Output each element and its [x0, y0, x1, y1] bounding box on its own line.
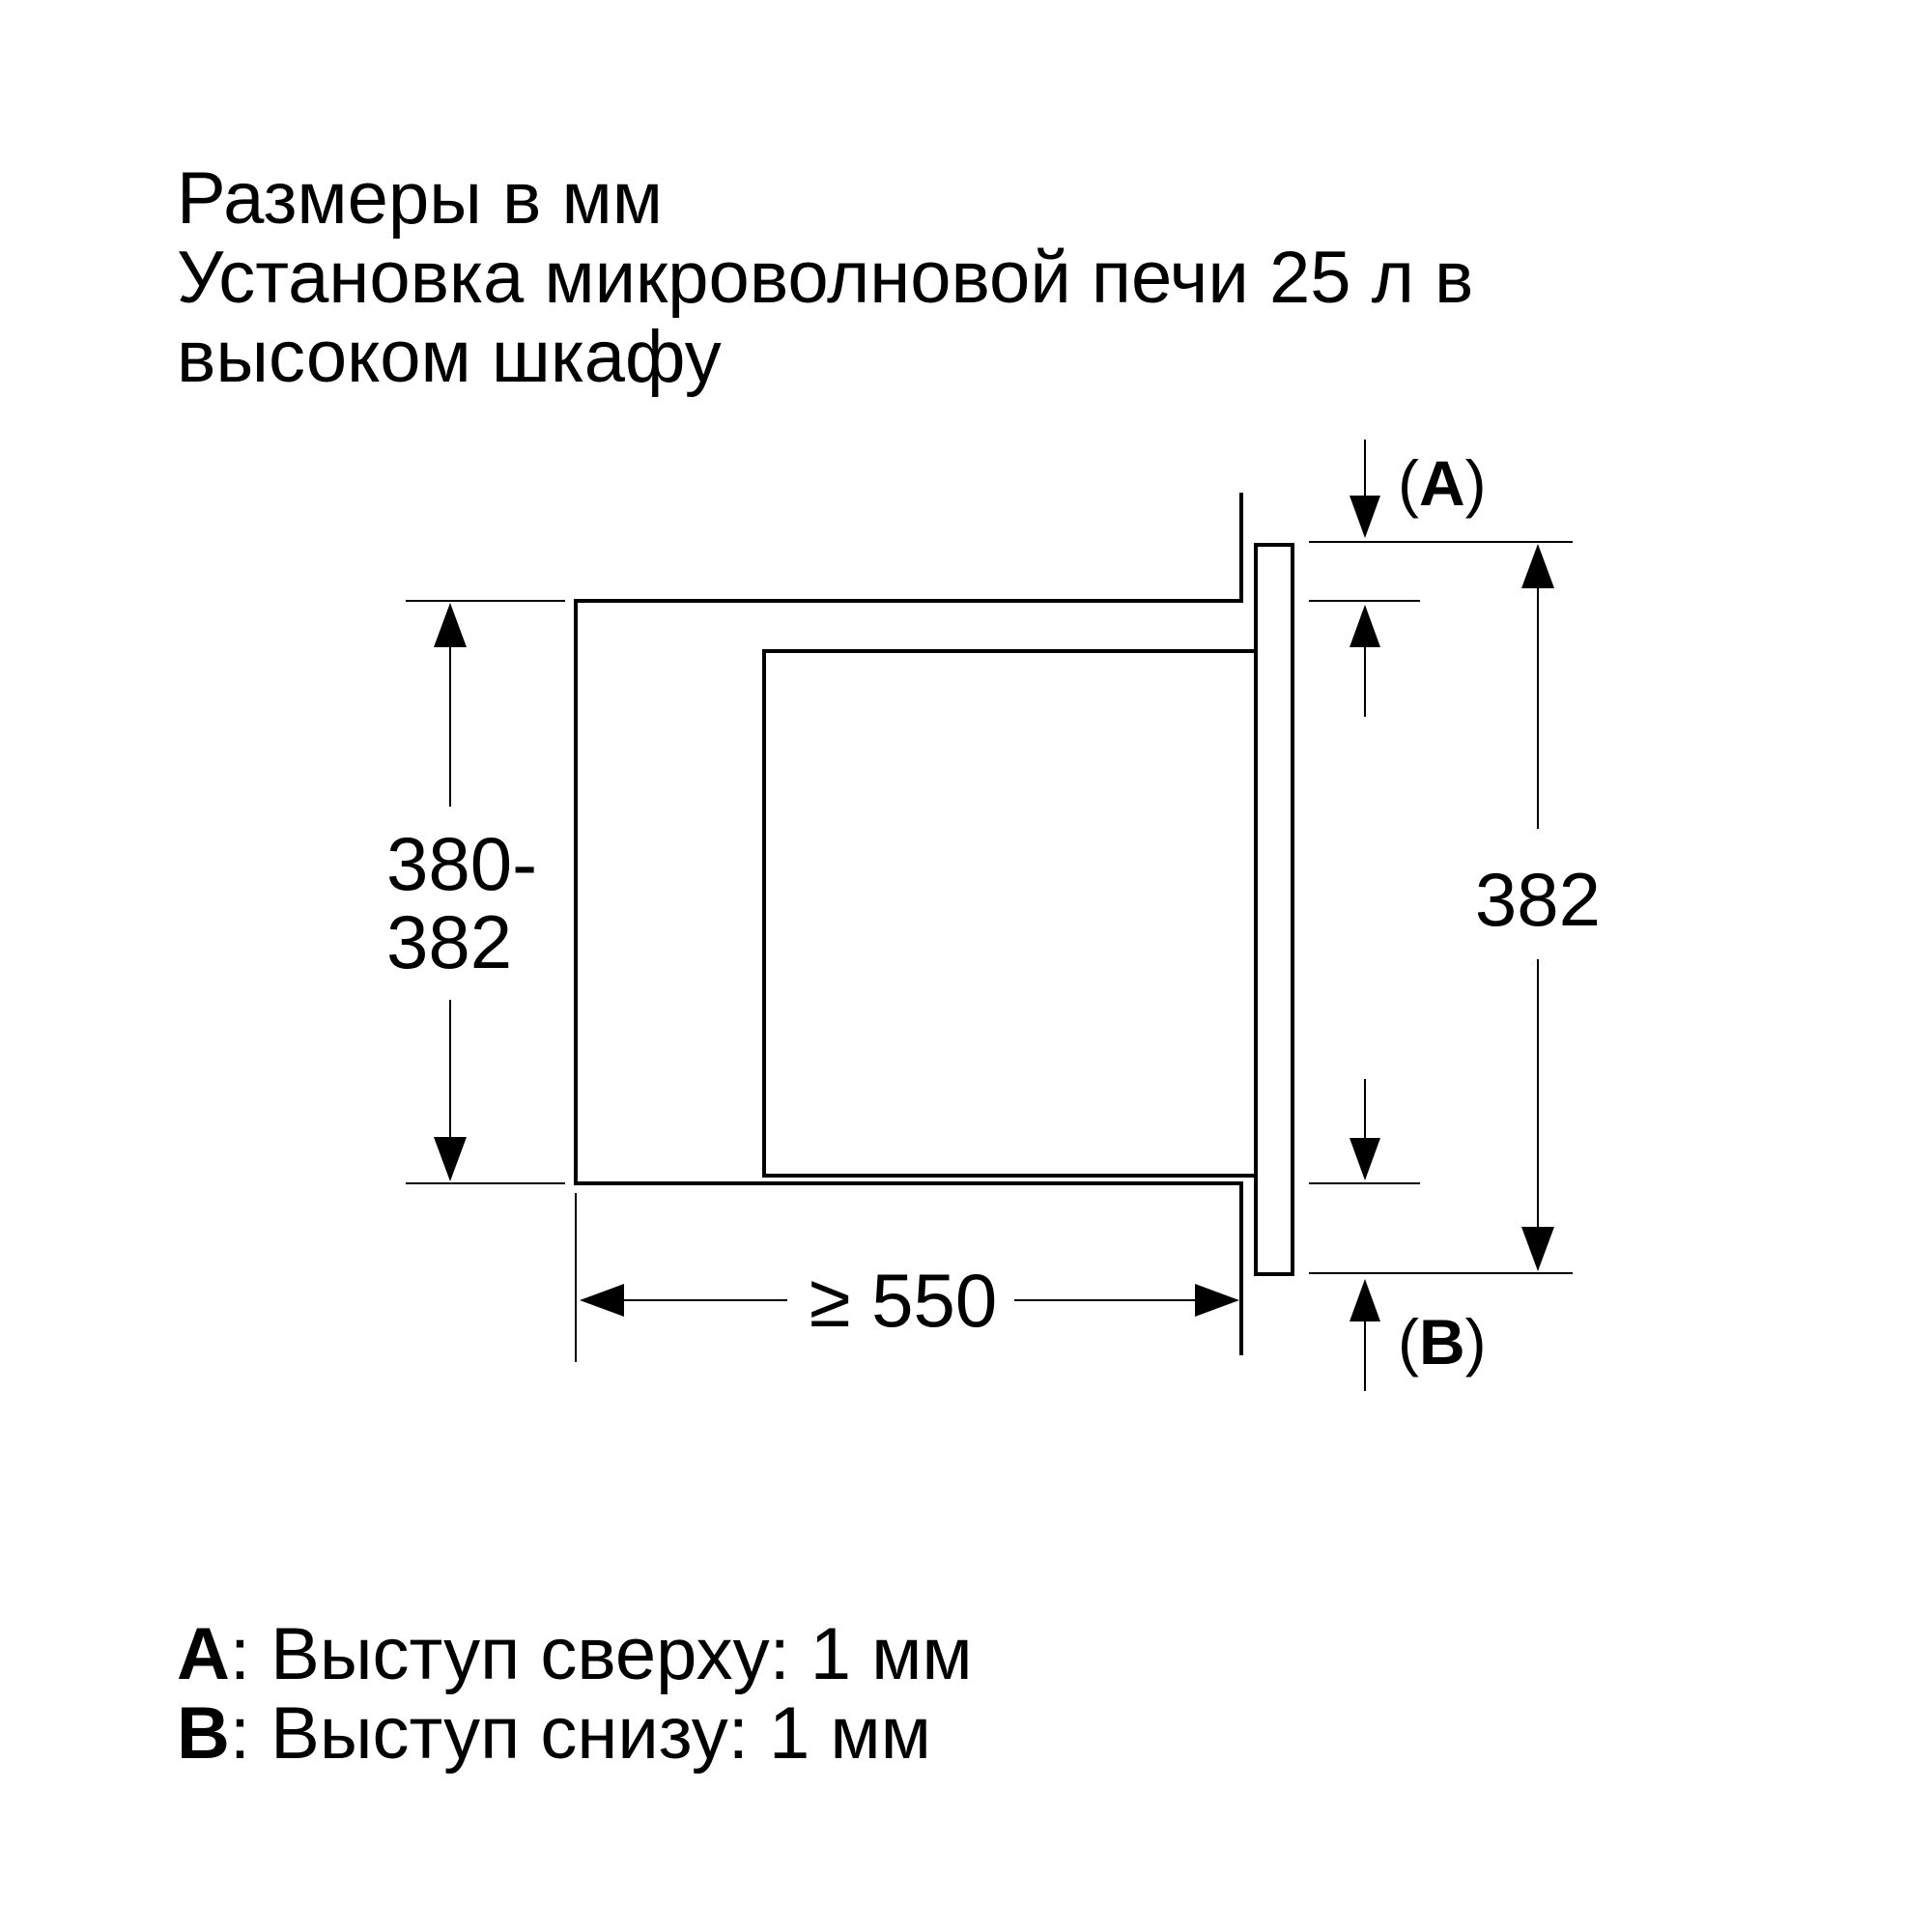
legend	[177, 1615, 973, 1774]
depth-label: ≥ 550	[809, 1258, 998, 1343]
legend-item-a	[177, 1615, 973, 1694]
marker-a-label: (A)	[1398, 447, 1487, 519]
cabinet-outline	[576, 493, 1241, 1355]
arrow-head-up	[434, 603, 467, 647]
legend-text: : Выступ сверху: 1 мм	[229, 1613, 973, 1695]
legend-key: B	[177, 1692, 230, 1775]
legend-text: : Выступ снизу: 1 мм	[229, 1692, 931, 1775]
title-line-1: Установка микроволновой печи 25 л в	[177, 237, 1474, 319]
niche-height-label-line-1: 380-	[386, 821, 538, 906]
microwave-front-panel	[1256, 545, 1293, 1274]
arrow-head-up	[1350, 605, 1380, 647]
arrow-head-down	[1350, 1138, 1380, 1180]
units-note: Размеры в мм	[177, 157, 663, 240]
front-height-label: 382	[1474, 857, 1602, 942]
niche-height-label-line-2: 382	[386, 899, 513, 984]
arrow-head-up	[1521, 544, 1554, 588]
title-line-2: высоком шкафу	[177, 316, 722, 398]
arrow-head-left	[580, 1284, 624, 1317]
legend-item-b	[177, 1694, 973, 1774]
microwave-body	[764, 651, 1256, 1176]
arrow-head-down	[1350, 496, 1380, 538]
arrow-head-up	[1350, 1279, 1380, 1321]
arrow-head-down	[1521, 1227, 1554, 1271]
arrow-head-right	[1195, 1284, 1239, 1317]
arrow-head-down	[434, 1137, 467, 1181]
marker-b-label: (B)	[1398, 1306, 1487, 1378]
legend-key: A	[177, 1613, 230, 1695]
